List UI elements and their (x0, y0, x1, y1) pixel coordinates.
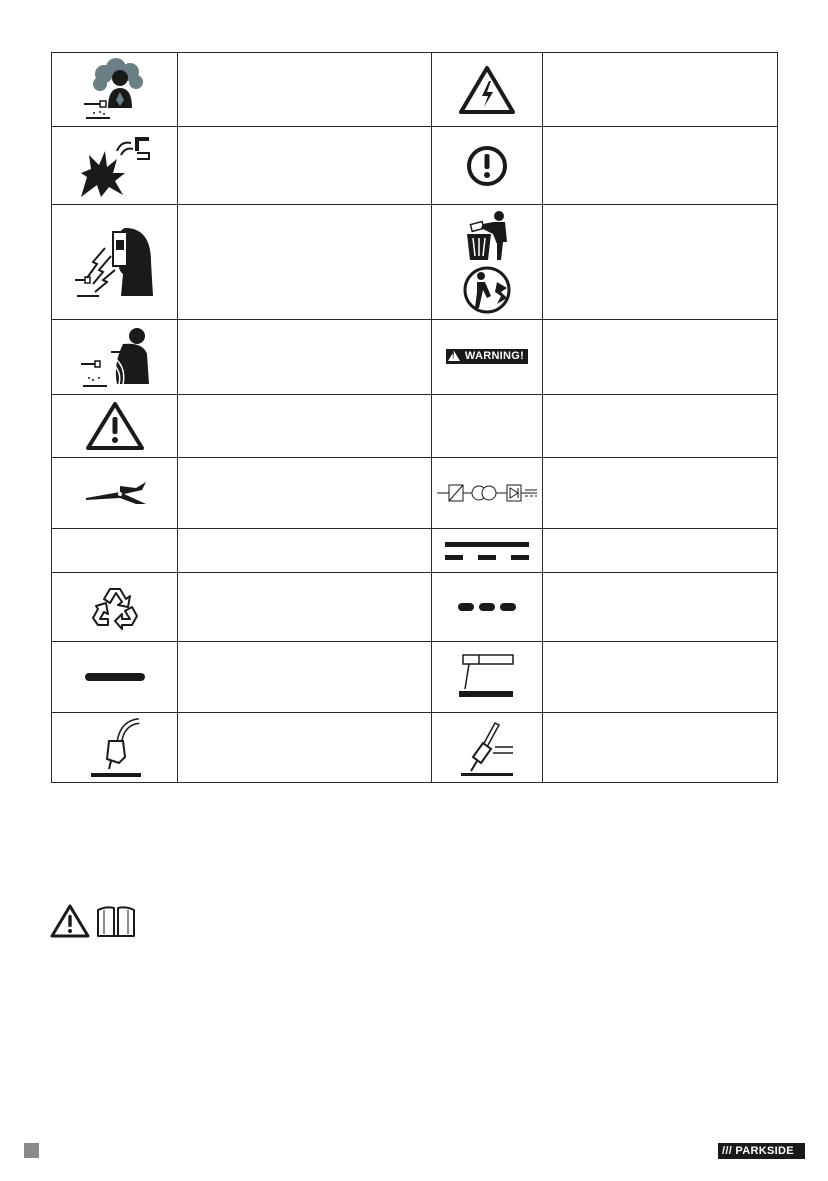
inverter-diagram-icon (435, 481, 539, 505)
description-cell (543, 320, 778, 395)
icon-cell (52, 713, 178, 783)
icon-cell (52, 529, 178, 573)
table-row (52, 642, 778, 713)
fire-explosion-icon (77, 133, 153, 199)
icon-cell (432, 458, 543, 529)
icon-cell (432, 642, 543, 713)
table-row (52, 205, 778, 320)
description-cell (178, 642, 432, 713)
icon-cell (432, 127, 543, 205)
icon-cell (52, 53, 178, 127)
table-row (52, 395, 778, 458)
icon-cell (52, 573, 178, 642)
icon-cell (52, 320, 178, 395)
icon-cell (52, 395, 178, 458)
welding-fumes-icon (80, 58, 150, 122)
description-cell (543, 642, 778, 713)
description-cell (178, 53, 432, 127)
warning-label-icon (446, 349, 528, 364)
rating-plate-icon (455, 651, 519, 703)
description-cell (543, 53, 778, 127)
electric-shock-warning-icon (458, 65, 516, 115)
icon-cell (432, 320, 543, 395)
description-cell (543, 395, 778, 458)
icon-cell (432, 395, 543, 458)
description-cell (543, 458, 778, 529)
description-cell (178, 713, 432, 783)
description-cell (543, 529, 778, 573)
direct-current-icon (443, 539, 531, 563)
solid-line-icon (83, 671, 147, 683)
description-cell (178, 529, 432, 573)
table-row (52, 458, 778, 529)
warning-triangle-icon (50, 904, 90, 938)
description-cell (178, 458, 432, 529)
disposal-recycling-icon (457, 208, 517, 316)
description-cell (543, 573, 778, 642)
description-cell (543, 127, 778, 205)
icon-cell (432, 713, 543, 783)
description-cell (178, 205, 432, 320)
icon-cell (52, 642, 178, 713)
sparks-body-protection-icon (77, 324, 153, 390)
table-row (52, 713, 778, 783)
description-cell (178, 395, 432, 458)
description-cell (543, 713, 778, 783)
description-cell (178, 320, 432, 395)
table-row (52, 573, 778, 642)
icon-cell (52, 205, 178, 320)
icon-cell (52, 458, 178, 529)
table-row (52, 53, 778, 127)
description-cell (178, 573, 432, 642)
earth-clamp-icon (80, 478, 150, 508)
symbol-table (51, 52, 778, 783)
icon-cell (52, 127, 178, 205)
arc-radiation-face-shield-icon (73, 222, 157, 302)
description-cell (178, 127, 432, 205)
icon-cell (432, 573, 543, 642)
general-warning-icon (85, 401, 145, 451)
brand-logo: /// PARKSIDE (718, 1143, 805, 1159)
open-manual-icon (96, 904, 136, 938)
table-row (52, 529, 778, 573)
attention-icon (465, 144, 509, 188)
icon-cell (432, 53, 543, 127)
mma-electrode-holder-icon (459, 717, 515, 779)
page-marker (24, 1143, 39, 1158)
recycling-icon (90, 583, 140, 631)
dashed-line-icon (456, 601, 518, 613)
warning-label-text: WARNING! (464, 349, 525, 362)
read-manual-notice (50, 904, 136, 938)
mig-torch-icon (85, 717, 145, 779)
icon-cell (432, 529, 543, 573)
table-row (52, 127, 778, 205)
icon-cell (432, 205, 543, 320)
table-row (52, 320, 778, 395)
description-cell (543, 205, 778, 320)
